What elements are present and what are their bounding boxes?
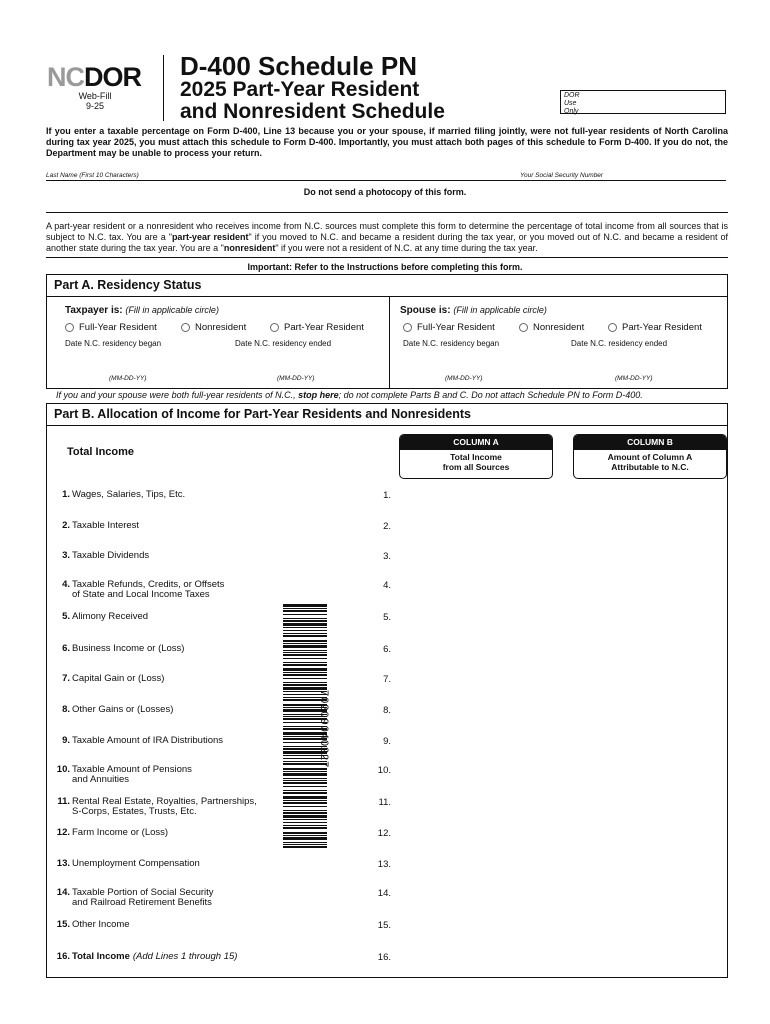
line-number: 12.: [56, 827, 70, 838]
line-number: 16.: [56, 951, 70, 962]
line-description: Other Income: [72, 919, 130, 930]
line-description: Taxable Amount of Pensions and Annuities: [72, 764, 192, 785]
spouse-date-ended-format[interactable]: (MM-DD-YY): [615, 375, 653, 382]
radio-circle-icon: [270, 323, 279, 332]
line-description: Taxable Portion of Social Security and Railroad Retirement Benefits: [72, 887, 214, 908]
line-number: 4.: [62, 579, 70, 590]
spouse-date-began-label: Date N.C. residency began: [403, 339, 500, 348]
barcode-bar: [283, 633, 327, 634]
barcode-bar: [283, 812, 327, 814]
income-line-5: [49, 612, 148, 622]
income-line-6: [49, 644, 184, 654]
part-b-title: Part B. Allocation of Income for Part-Year Residents and Nonresidents: [47, 404, 727, 426]
last-name-field[interactable]: [46, 180, 726, 181]
barcode-bar: [283, 684, 327, 686]
intro-instructions: If you enter a taxable percentage on Form D-400, Line 13 because you or your spouse, if married filing jointly, were not full-year residents of North Carolina during tax year 2025, you must attach this schedule to Form D-400. Importantly, you must attach both pages of this schedule to Form D-400. If you do not, the Department may be unable to process your return.: [46, 126, 728, 158]
line-ref-3[interactable]: 3.: [383, 551, 391, 562]
barcode-bar: [283, 635, 327, 637]
barcode-bar: [283, 674, 327, 676]
barcode-bar: [283, 623, 327, 626]
line-description: Capital Gain or (Loss): [72, 673, 165, 684]
residency-description: A part-year resident or a nonresident who receives income from N.C. sources must complete this form to determine the percentage of total income from all sources that is subject to N.C. tax. You are a "part-year resident" if you moved to N.C. and became a resident during the tax year, or you moved out of N.C. and became a resident of another state during the tax year. You are a "nonresident" if you were not a resident of N.C. at any time during the tax year.: [46, 221, 729, 253]
line-description: Rental Real Estate, Royalties, Partnerships, S-Corps, Estates, Trusts, Etc.: [72, 796, 257, 817]
line-ref-16[interactable]: 16.: [377, 952, 391, 963]
form-subtitle-1: 2025 Part-Year Resident: [180, 78, 420, 101]
barcode-bar: [283, 835, 327, 836]
barcode-bar: [283, 650, 327, 651]
radio-circle-icon: [403, 323, 412, 332]
income-line-11: [49, 797, 257, 817]
line-description: Wages, Salaries, Tips, Etc.: [72, 489, 186, 500]
income-line-12: [49, 828, 168, 838]
barcode-bar: [283, 682, 327, 683]
barcode-bar: [283, 819, 327, 820]
line-ref-10[interactable]: 10.: [377, 765, 391, 776]
taxpayer-date-ended-format[interactable]: (MM-DD-YY): [277, 375, 315, 382]
line-ref-4[interactable]: 4.: [383, 580, 391, 591]
line-description: Taxable Interest: [72, 520, 140, 531]
line-number: 10.: [56, 764, 70, 775]
income-line-8: [49, 705, 173, 715]
barcode-bar: [283, 844, 327, 845]
barcode-bar: [283, 652, 327, 653]
income-line-1: [49, 490, 185, 500]
barcode-bar: [283, 815, 327, 818]
line-ref-15[interactable]: 15.: [377, 920, 391, 931]
line-description: Farm Income or (Loss): [72, 827, 169, 838]
line-number: 9.: [62, 735, 70, 746]
barcode-bar: [283, 618, 327, 619]
divider: [46, 257, 728, 258]
barcode-bar: [283, 614, 327, 615]
taxpayer-section-title: Taxpayer is: (Fill in applicable circle): [65, 305, 219, 316]
line-number: 7.: [62, 673, 70, 684]
line-ref-13[interactable]: 13.: [377, 859, 391, 870]
taxpayer-date-began-format[interactable]: (MM-DD-YY): [109, 375, 147, 382]
line-description: Alimony Received: [72, 611, 149, 622]
full-year-residents-note: If you and your spouse were both full-year residents of N.C., stop here; do not complete Parts B and C. Do not attach Schedule PN to Form D-400.: [56, 390, 643, 400]
barcode-bar: [283, 827, 327, 829]
barcode-bar: [283, 643, 327, 644]
line-number: 3.: [62, 550, 70, 561]
line-ref-11[interactable]: 11.: [378, 797, 391, 808]
barcode-bar: [283, 608, 327, 609]
barcode-bar: [283, 645, 327, 648]
barcode-bar: [283, 668, 327, 671]
line-ref-7[interactable]: 7.: [383, 674, 391, 685]
radio-circle-icon: [519, 323, 528, 332]
line-description: Taxable Refunds, Credits, or Offsets of State and Local Income Taxes: [72, 579, 225, 600]
income-line-2: [49, 521, 139, 531]
part-a-title: Part A. Residency Status: [47, 275, 727, 297]
barcode-bar: [283, 654, 327, 656]
line-number: 13.: [56, 858, 70, 869]
barcode-bar: [283, 640, 327, 642]
taxpayer-part-year-radio[interactable]: Part-Year Resident: [270, 322, 364, 333]
form-title: D-400 Schedule PN: [180, 51, 417, 81]
no-photocopy-notice: Do not send a photocopy of this form.: [303, 187, 467, 197]
column-a-header: COLUMN A Total Income from all Sources: [399, 434, 553, 479]
income-line-3: [49, 551, 149, 561]
barcode-bar: [283, 604, 327, 607]
radio-circle-icon: [608, 323, 617, 332]
line-number: 14.: [56, 887, 70, 898]
line-number: 11.: [57, 796, 70, 807]
barcode-number: 70209040227: [318, 690, 330, 769]
radio-circle-icon: [181, 323, 190, 332]
income-line-4: [49, 580, 224, 600]
barcode-bar: [283, 837, 327, 840]
radio-circle-icon: [65, 323, 74, 332]
barcode-bar: [283, 846, 327, 848]
line-description: Taxable Dividends: [72, 550, 150, 561]
line-description: Business Income or (Loss): [72, 643, 185, 654]
income-line-10: [49, 765, 192, 785]
barcode-bar: [283, 773, 327, 776]
line-ref-8[interactable]: 8.: [383, 705, 391, 716]
barcode-bar: [283, 792, 327, 794]
barcode-bar: [283, 658, 327, 659]
important-notice: Important: Refer to the Instructions before completing this form.: [247, 262, 523, 272]
taxpayer-full-year-radio[interactable]: Full-Year Resident: [65, 322, 157, 333]
divider: [46, 212, 728, 213]
dor-use-only-box: DOR Use Only: [560, 90, 726, 114]
column-b-header: COLUMN B Amount of Column A Attributable to N.C.: [573, 434, 727, 479]
barcode-bar: [283, 790, 327, 791]
income-line-7: [49, 674, 164, 684]
barcode-bar: [283, 662, 327, 663]
line-number: 8.: [62, 704, 70, 715]
barcode-bar: [283, 786, 327, 787]
line-number: 2.: [62, 520, 70, 531]
barcode-bar: [283, 800, 327, 801]
barcode-bar: [283, 796, 327, 799]
barcode-bar: [283, 802, 327, 804]
spouse-section-title: Spouse is: (Fill in applicable circle): [400, 305, 547, 316]
line-number: 5.: [62, 611, 70, 622]
barcode-bar: [283, 778, 327, 779]
income-line-15: [49, 920, 130, 930]
barcode-bar: [283, 630, 327, 631]
spouse-date-began-format[interactable]: (MM-DD-YY): [445, 375, 483, 382]
line-description: Unemployment Compensation: [72, 858, 200, 869]
part-b-income-allocation: [46, 403, 728, 978]
income-line-16: [49, 952, 237, 962]
barcode-bar: [283, 620, 327, 622]
ssn-label: Your Social Security Number: [520, 172, 604, 179]
web-fill-version: Web-Fill 9-25: [78, 91, 112, 111]
barcode-bar: [283, 771, 327, 772]
line-ref-2[interactable]: 2.: [383, 521, 391, 532]
spouse-nonresident-radio[interactable]: Nonresident: [519, 322, 584, 333]
barcode-bar: [283, 627, 327, 628]
line-ref-6[interactable]: 6.: [383, 644, 391, 655]
spouse-date-ended-label: Date N.C. residency ended: [571, 339, 668, 348]
line-description: Taxable Amount of IRA Distributions: [72, 735, 224, 746]
barcode-bar: [283, 842, 327, 843]
ncdor-logo: NCDOR: [47, 62, 141, 92]
barcode-bar: [283, 810, 327, 811]
barcode-bar: [283, 806, 327, 807]
income-line-9: [49, 736, 223, 746]
taxpayer-nonresident-radio[interactable]: Nonresident: [181, 322, 246, 333]
header-divider: [163, 55, 164, 121]
barcode-bar: [283, 664, 327, 666]
part-a-residency-status: [46, 274, 728, 389]
line-ref-1[interactable]: 1.: [383, 490, 391, 501]
line-description: Total Income (Add Lines 1 through 15): [72, 951, 238, 962]
taxpayer-date-began-label: Date N.C. residency began: [65, 339, 162, 348]
barcode-bar: [283, 678, 327, 679]
form-subtitle-2: and Nonresident Schedule: [180, 100, 445, 123]
barcode-bar: [283, 832, 327, 834]
line-number: 6.: [62, 643, 70, 654]
income-line-14: [49, 888, 214, 908]
line-ref-12[interactable]: 12.: [377, 828, 391, 839]
line-description: Other Gains or (Losses): [72, 704, 174, 715]
line-ref-5[interactable]: 5.: [383, 612, 391, 623]
total-income-heading: Total Income: [67, 446, 135, 458]
barcode-bar: [283, 768, 327, 770]
barcode-bar: [283, 610, 327, 612]
taxpayer-date-ended-label: Date N.C. residency ended: [235, 339, 332, 348]
last-name-label: Last Name (First 10 Characters): [46, 172, 139, 179]
spouse-full-year-radio[interactable]: Full-Year Resident: [403, 322, 495, 333]
line-ref-9[interactable]: 9.: [383, 736, 391, 747]
barcode-bar: [283, 672, 327, 673]
spouse-part-year-radio[interactable]: Part-Year Resident: [608, 322, 702, 333]
barcode-bar: [283, 822, 327, 823]
barcode-bar: [283, 825, 327, 826]
line-ref-14[interactable]: 14.: [377, 888, 391, 899]
barcode-bar: [283, 780, 327, 781]
income-line-13: [49, 859, 200, 869]
line-number: 15.: [56, 919, 70, 930]
part-a-divider: [389, 297, 390, 388]
line-number: 1.: [62, 489, 70, 500]
barcode-bar: [283, 782, 327, 784]
